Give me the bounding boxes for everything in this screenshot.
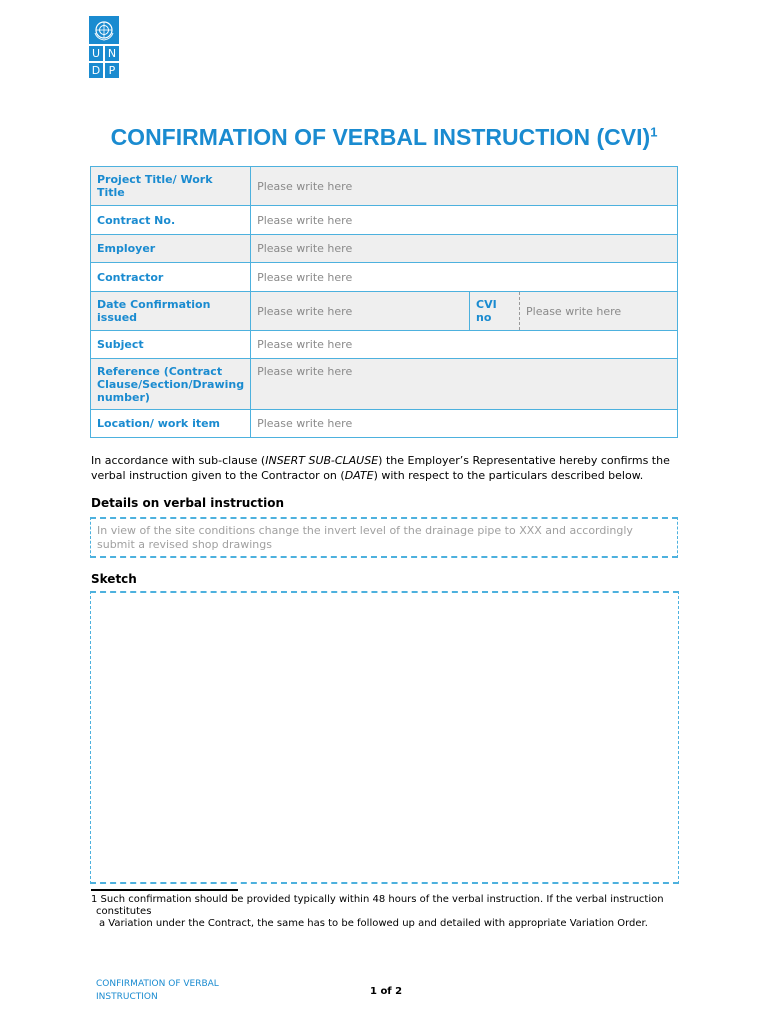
para-text: ) with respect to the particulars described below. [373,469,644,482]
field-label: Project Title/ Work Title [91,167,251,206]
un-emblem-icon [89,16,119,44]
para-text: ) the Employer’s Representative hereby confirms the verbal instruction given to the Contractor on ( [91,454,670,482]
field-row-reference [91,359,678,410]
field-label: Subject [91,331,251,359]
project-info-table [90,166,678,438]
page-title [0,124,768,151]
date-confirmation-input[interactable]: Please write here [251,292,470,331]
logo-letter-p: P [105,63,119,78]
field-label: Location/ work item [91,410,251,438]
field-label: Employer [91,235,251,263]
field-row-date-confirmation [91,292,678,331]
project-title-input[interactable]: Please write here [251,167,678,206]
field-label: Contractor [91,263,251,292]
field-row-project-title [91,167,678,206]
logo-letter-n: N [105,46,119,61]
field-row-contractor [91,263,678,292]
logo-letter-d: D [89,63,103,78]
field-row-location [91,410,678,438]
contractor-input[interactable]: Please write here [251,263,678,292]
sub-clause-placeholder: INSERT SUB-CLAUSE [265,454,379,467]
field-label: Date Confirmation issued [91,292,251,331]
subject-input[interactable]: Please write here [251,331,678,359]
sketch-heading: Sketch [91,572,137,586]
field-row-subject [91,331,678,359]
sketch-area[interactable] [90,591,679,884]
cvi-no-input[interactable]: Please write here [520,292,678,331]
footnote-line: a Variation under the Contract, the same has to be followed up and detailed with appropriate Variation Order. [99,918,648,929]
reference-input[interactable]: Please write here [251,359,678,410]
footnote-divider [91,889,238,891]
footnote [91,894,681,930]
date-placeholder: DATE [344,469,374,482]
undp-logo [89,16,119,78]
footnote-line: 1 Such confirmation should be provided typically within 48 hours of the verbal instruction. If the verbal instruction [91,894,664,905]
title-text: CONFIRMATION OF VERBAL INSTRUCTION (CVI) [110,124,651,150]
para-text: In accordance with sub-clause ( [91,454,266,467]
cvi-no-label: CVI no [470,292,520,331]
employer-input[interactable]: Please write here [251,235,678,263]
footnote-line: constitutes [96,906,152,917]
footnote-ref: 1 [650,124,658,140]
location-input[interactable]: Please write here [251,410,678,438]
contract-no-input[interactable]: Please write here [251,206,678,235]
confirmation-paragraph [91,453,671,483]
field-label: Contract No. [91,206,251,235]
footer-doc-title: CONFIRMATION OF VERBAL INSTRUCTION [96,979,219,1002]
field-row-contract-no [91,206,678,235]
page-number: 1 of 2 [370,986,403,997]
details-textarea[interactable]: In view of the site conditions change the invert level of the drainage pipe to XXX and accordingly submit a revised shop drawings [90,517,678,558]
logo-letter-u: U [89,46,103,61]
details-heading: Details on verbal instruction [91,496,285,510]
field-label: Reference (Contract Clause/Section/Drawing number) [91,359,251,410]
field-row-employer [91,235,678,263]
